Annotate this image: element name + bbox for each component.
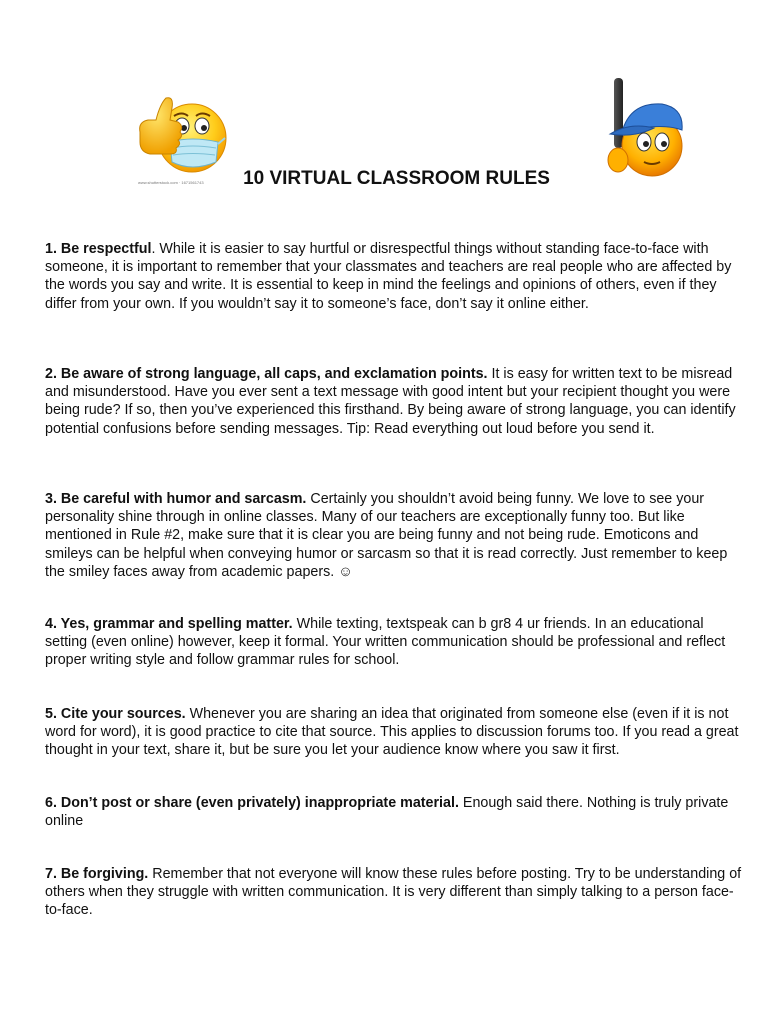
rule-1-heading: 1. Be respectful (45, 241, 152, 257)
page-title: 10 VIRTUAL CLASSROOM RULES (243, 168, 550, 189)
rule-1-body: . While it is easier to say hurtful or disrespectful things without standing face-to-face with someone, it is important to remember that your classmates and teachers are real people who are affected by the words you say and write. It is essential to keep in mind the feelings and opinions of others, even if they differ from your own. If you wouldn’t say it to someone’s face, don’t say it online either. (45, 241, 732, 312)
rule-7-heading: 7. Be forgiving. (45, 866, 149, 882)
rule-7 (45, 865, 745, 920)
rule-7-body: Remember that not everyone will know these rules before posting. Try to be understanding of others when they struggle with written communication. It is very different than simply talking to a person face-to-face. (45, 866, 742, 919)
rule-2-body: It is easy for written text to be misread and misunderstood. Have you ever sent a text message with good intent but your recipient thought you were being rude? If so, then you’ve experienced this firsthand. By being aware of strong language, you can identify potential confusions before sending messages. Tip: Read everything out loud before you send it. (45, 366, 736, 437)
rule-4-body: While texting, textspeak can b gr8 4 ur friends. In an educational setting (even online) however, keep it formal. Your written communication should be professional and reflect proper writing style and follow grammar rules for school. (45, 616, 726, 669)
rule-5-body: Whenever you are sharing an idea that originated from someone else (even if it is not word for word), it is good practice to cite that source. This applies to discussion forums too. If you read a great thought in your text, share it, but be sure you let your audience know where you saw it first. (45, 706, 739, 759)
rule-2-heading: 2. Be aware of strong language, all caps, and exclamation points. (45, 366, 488, 382)
rule-1 (45, 240, 745, 313)
rule-6 (45, 794, 745, 830)
image-caption: www.shutterstock.com · 1671561743 (138, 180, 204, 185)
rule-6-body: Enough said there. Nothing is truly private online (45, 795, 729, 830)
rule-2 (45, 365, 745, 438)
rule-4 (45, 615, 745, 670)
rule-3 (45, 490, 745, 581)
rule-4-heading: 4. Yes, grammar and spelling matter. (45, 616, 293, 632)
rule-5 (45, 705, 745, 760)
rule-5-heading: 5. Cite your sources. (45, 706, 186, 722)
rule-3-body: Certainly you shouldn’t avoid being funny. We love to see your personality shine through in online classes. Many of our teachers are exceptionally funny too. But like mentioned in Rule #2, make sure that it is clear you are being funny and not being rude. Emoticons and smileys can be helpful when conveying humor or sarcasm so that it is read correctly. Just remember to keep the smiley faces away from academic papers. ☺ (45, 491, 728, 580)
rule-3-heading: 3. Be careful with humor and sarcasm. (45, 491, 307, 507)
rule-6-heading: 6. Don’t post or share (even privately) inappropriate material. (45, 795, 459, 811)
